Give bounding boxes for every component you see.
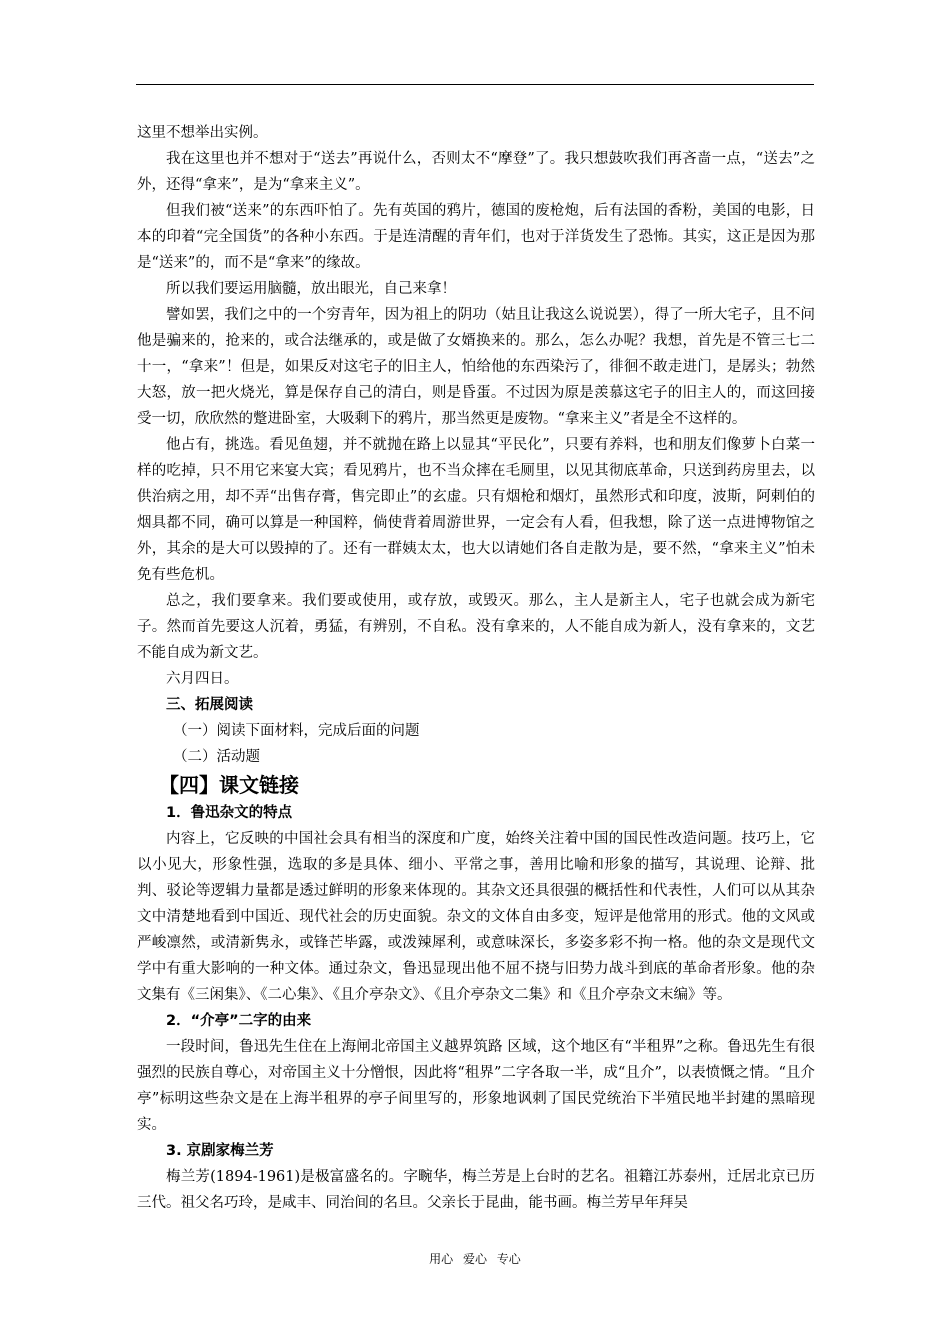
paragraph: 这里不想举出实例。 (137, 125, 268, 141)
paragraph: 梅兰芳(1894-1961)是极富盛名的。字畹华，梅兰芳是上台时的艺名。祖籍江苏泰州，迁居北京已历三代。祖父名巧玲，是咸丰、同治间的名旦。父亲长于昆曲，能书画。梅兰芳早年拜吴 (137, 1169, 815, 1211)
paragraph: 我在这里也并不想对于“送去”再说什么，否则太不“摩登”了。我只想鼓吹我们再吝啬一点，“送去”之外，还得“拿来”，是为“拿来主义”。 (137, 151, 815, 193)
date-line: 六月四日。 (166, 671, 239, 687)
paragraph: 所以我们要运用脑髓，放出眼光，自己来拿！ (166, 281, 456, 297)
page-footer: 用心 爱心 专心 (429, 1252, 521, 1266)
subsection-heading: 2．“介亭”二字的由来 (166, 1013, 312, 1029)
section-heading: 三、拓展阅读 (166, 697, 253, 713)
paragraph: 总之，我们要拿来。我们要或使用，或存放，或毁灭。那么，主人是新主人，宅子也就会成为新宅子。然而首先要这人沉着，勇猛，有辨别，不自私。没有拿来的，人不能自成为新人，没有拿来的，文艺不能自成为新文艺。 (137, 593, 815, 661)
section-title: 【四】课文链接 (159, 773, 299, 797)
paragraph: 一段时间，鲁迅先生住在上海闸北帝国主义越界筑路 区域，这个地区有“半租界”之称。鲁迅先生有很强烈的民族自尊心，对帝国主义十分憎恨，因此将“租界”二字各取一半，成“且介”，以表愤慨之情。“且介亭”标明这些杂文是在上海半租界的亭子间里写的，形象地讽刺了国民党统治下半殖民地半封建的黑暗现实。 (137, 1039, 815, 1133)
subsection-heading: 1．鲁迅杂文的特点 (166, 805, 293, 821)
paragraph: 他占有，挑选。看见鱼翅，并不就抛在路上以显其“平民化”，只要有养料，也和朋友们像萝卜白菜一样的吃掉，只不用它来宴大宾；看见鸦片，也不当众摔在毛厕里，以见其彻底革命，只送到药房里去，以供治病之用，却不弄“出售存膏，售完即止”的玄虚。只有烟枪和烟灯，虽然形式和印度，波斯，阿剌伯的烟具都不同，确可以算是一种国粹，倘使背着周游世界，一定会有人看，但我想，除了送一点进博物馆之外，其余的是大可以毁掉的了。还有一群姨太太，也大以请她们各自走散为是，要不然，“拿来主义”怕未免有些危机。 (137, 437, 815, 583)
paragraph: 内容上，它反映的中国社会具有相当的深度和广度，始终关注着中国的国民性改造问题。技巧上，它以小见大，形象性强，选取的多是具体、细小、平常之事，善用比喻和形象的描写，其说理、论辩、批判、驳论等逻辑力量都是透过鲜明的形象来体现的。其杂文还具很强的概括性和代表性，人们可以从其杂文中清楚地看到中国近、现代社会的历史面貌。杂文的文体自由多变，短评是他常用的形式。他的文风或严峻凛然，或清新隽永，或锋芒毕露，或泼辣犀利，或意味深长，多姿多彩不拘一格。他的杂文是现代文学中有重大影响的一种文体。通过杂文，鲁迅显现出他不屈不挠与旧势力战斗到底的革命者形象。他的杂文集有《三闲集》、《二心集》、《且介亭杂文》、《且介亭杂文二集》和《且介亭杂文末编》等。 (137, 831, 815, 1003)
list-item: （二）活动题 (173, 749, 260, 765)
paragraph: 但我们被“送来”的东西吓怕了。先有英国的鸦片，德国的废枪炮，后有法国的香粉，美国的电影，日本的印着“完全国货”的各种小东西。于是连清醒的青年们，也对于洋货发生了恐怖。其实，这正是因为那是“送来”的，而不是“拿来”的缘故。 (137, 203, 815, 271)
list-item: （一）阅读下面材料，完成后面的问题 (173, 723, 420, 739)
paragraph: 譬如罢，我们之中的一个穷青年，因为祖上的阴功（姑且让我这么说说罢），得了一所大宅子，且不问他是骗来的，抢来的，或合法继承的，或是做了女婿换来的。那么，怎么办呢？我想，首先是不管三七二十一，“拿来”！但是，如果反对这宅子的旧主人，怕给他的东西染污了，徘徊不敢走进门，是孱头；勃然大怒，放一把火烧光，算是保存自己的清白，则是昏蛋。不过因为原是羡慕这宅子的旧主人的，而这回接受一切，欣欣然的蹩进卧室，大吸剩下的鸦片，那当然更是废物。“拿来主义”者是全不这样的。 (137, 307, 815, 427)
header-rule (136, 84, 814, 85)
subsection-heading: 3. 京剧家梅兰芳 (166, 1143, 274, 1159)
document-body (137, 120, 815, 1216)
